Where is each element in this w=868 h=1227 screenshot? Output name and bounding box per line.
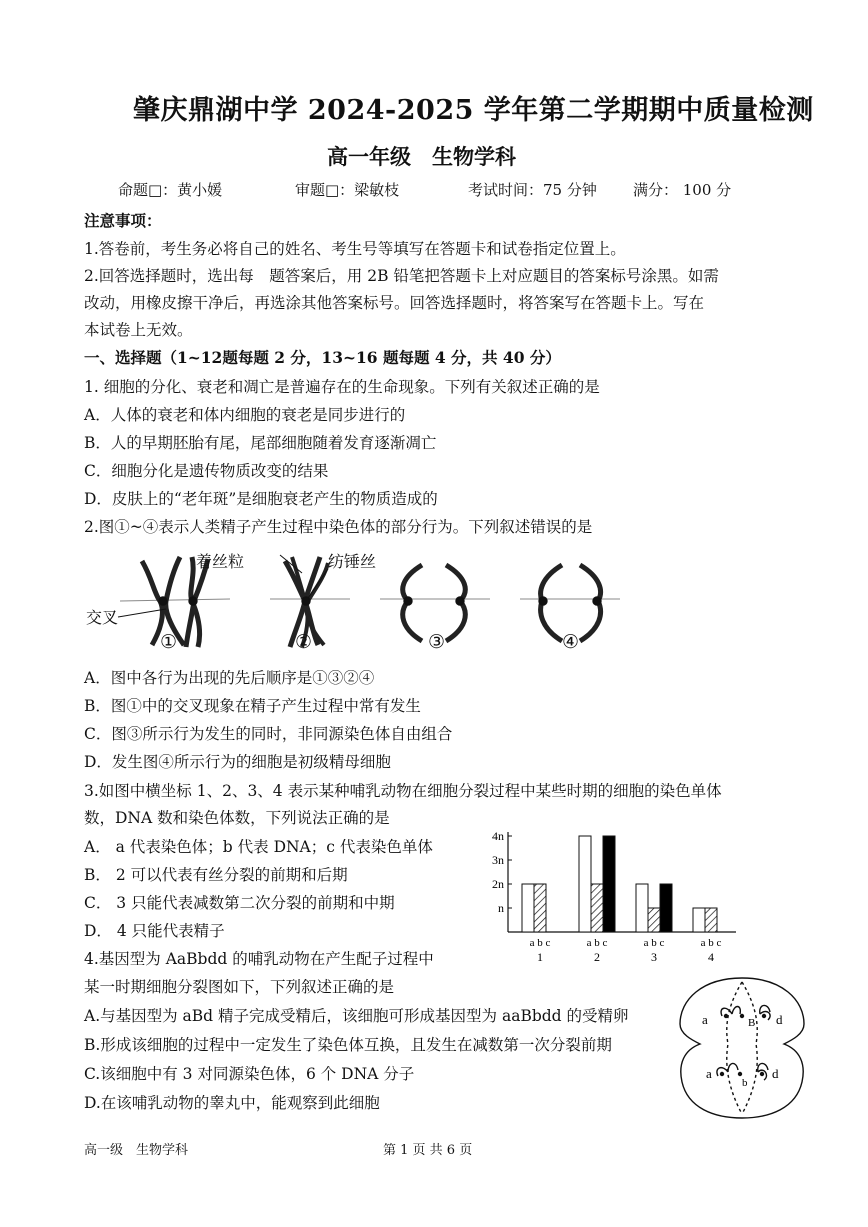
label-spindle-fiber: 纺锤丝 [328, 552, 377, 571]
figure-number-3: ③ [428, 631, 446, 653]
label-centromere: 着丝粒 [196, 552, 245, 571]
bar-c-2 [603, 836, 615, 932]
bar-sublabel: a b c [700, 937, 722, 949]
q3-option-b: B． 2 可以代表有丝分裂的前期和后期 [84, 866, 348, 884]
q4-stem-line-2: 某一时期细胞分裂图如下，下列叙述正确的是 [84, 978, 395, 996]
footer-page-number: 第 1 页 共 6 页 [383, 1143, 473, 1158]
q4-option-d: D.在该哺乳动物的睾丸中，能观察到此细胞 [84, 1094, 380, 1112]
q2-option-a: A．图中各行为出现的先后顺序是①③②④ [84, 669, 375, 687]
label-crossing: 交叉 [86, 608, 119, 627]
gene-label-d-bottom: d [772, 1066, 779, 1081]
bar-c-3 [660, 884, 672, 932]
q4-option-c: C.该细胞中有 3 对同源染色体，6 个 DNA 分子 [84, 1065, 415, 1083]
exam-time: 考试时间：75 分钟 [468, 181, 597, 199]
q3-option-a: A． a 代表染色体；b 代表 DNA；c 代表染色单体 [84, 838, 433, 856]
chromosome-dna-bar-chart [478, 822, 740, 964]
gene-label-a-top: a [702, 1012, 708, 1027]
y-tick-label: 4n [492, 829, 504, 843]
author-line: 命题□：黄小媛 [118, 181, 223, 199]
dividing-cell-diagram [672, 972, 812, 1122]
notice-item-2-line-3: 本试卷上无效。 [84, 321, 193, 339]
q4-stem-line-1: 4.基因型为 AaBbdd 的哺乳动物在产生配子过程中 [84, 950, 434, 968]
bar-b-1 [534, 884, 546, 932]
q3-stem-line-2: 数，DNA 数和染色体数，下列说法正确的是 [84, 809, 390, 827]
bar-b-4 [705, 908, 717, 932]
notice-heading: 注意事项： [84, 211, 162, 230]
q1-option-c: C．细胞分化是遗传物质改变的结果 [84, 462, 329, 480]
bar-a-2 [579, 836, 591, 932]
gene-label-b-bottom: b [742, 1077, 748, 1089]
exam-subtitle: 高一年级 生物学科 [327, 144, 516, 169]
full-score: 满分： 100 分 [633, 181, 732, 199]
category-label: 1 [537, 950, 543, 964]
reviewer-line: 审题□：梁敏枝 [295, 181, 400, 199]
bar-sublabel: a b c [586, 937, 608, 949]
q2-option-b: B．图①中的交叉现象在精子产生过程中常有发生 [84, 697, 421, 715]
q2-stem: 2.图①~④表示人类精子产生过程中染色体的部分行为。下列叙述错误的是 [84, 518, 593, 536]
bar-a-4 [693, 908, 705, 932]
figure-number-4: ④ [562, 631, 580, 653]
y-tick-label: 3n [492, 853, 504, 867]
q3-stem-line-1: 3.如图中横坐标 1、2、3、4 表示某种哺乳动物在细胞分裂过程中某些时期的细胞的染色单体 [84, 782, 722, 800]
section-heading: 一、选择题（1~12题每题 2 分，13~16 题每题 4 分，共 40 分） [84, 348, 561, 367]
y-tick-label: n [498, 901, 504, 915]
notice-item-1: 1.答卷前，考生务必将自己的姓名、考生号等填写在答题卡和试卷指定位置上。 [84, 240, 626, 258]
q1-option-a: A．人体的衰老和体内细胞的衰老是同步进行的 [84, 406, 406, 424]
q1-stem: 1. 细胞的分化、衰老和凋亡是普遍存在的生命现象。下列有关叙述正确的是 [84, 378, 600, 396]
category-label: 3 [651, 950, 657, 964]
exam-title: 肇庆鼎湖中学 2024-2025 学年第二学期期中质量检测 [133, 95, 814, 126]
bar-sublabel: a b c [643, 937, 665, 949]
q3-option-c: C． 3 只能代表减数第二次分裂的前期和中期 [84, 894, 395, 912]
bar-sublabel: a b c [529, 937, 551, 949]
q1-option-b: B．人的早期胚胎有尾，尾部细胞随着发育逐渐凋亡 [84, 434, 437, 452]
gene-label-B-top: B [748, 1017, 756, 1029]
gene-label-a-bottom: a [706, 1066, 712, 1081]
q4-option-b: B.形成该细胞的过程中一定发生了染色体互换，且发生在减数第一次分裂前期 [84, 1036, 612, 1054]
footer-course: 高一级 生物学科 [84, 1143, 189, 1158]
notice-item-2-line-1: 2.回答选择题时，选出每 题答案后，用 2B 铅笔把答题卡上对应题目的答案标号涂黑。如需 [84, 267, 719, 285]
figure-number-1: ① [160, 631, 178, 653]
q2-option-d: D．发生图④所示行为的细胞是初级精母细胞 [84, 753, 391, 771]
q3-option-d: D． 4 只能代表精子 [84, 922, 225, 940]
bar-a-1 [522, 884, 534, 932]
q2-option-c: C．图③所示行为发生的同时，非同源染色体自由组合 [84, 725, 453, 743]
bar-b-2 [591, 884, 603, 932]
notice-item-2-line-2: 改动，用橡皮擦干净后，再选涂其他答案标号。回答选择题时，将答案写在答题卡上。写在 [84, 294, 705, 312]
category-label: 2 [594, 950, 600, 964]
bar-a-3 [636, 884, 648, 932]
figure-number-2: ② [295, 631, 313, 653]
q4-option-a: A.与基因型为 aBd 精子完成受精后，该细胞可形成基因型为 aaBbdd 的受精卵 [84, 1007, 629, 1025]
bar-b-3 [648, 908, 660, 932]
q1-option-d: D．皮肤上的“老年斑”是细胞衰老产生的物质造成的 [84, 490, 438, 508]
gene-label-d-top: d [776, 1012, 783, 1027]
y-tick-label: 2n [492, 877, 504, 891]
category-label: 4 [708, 950, 714, 964]
